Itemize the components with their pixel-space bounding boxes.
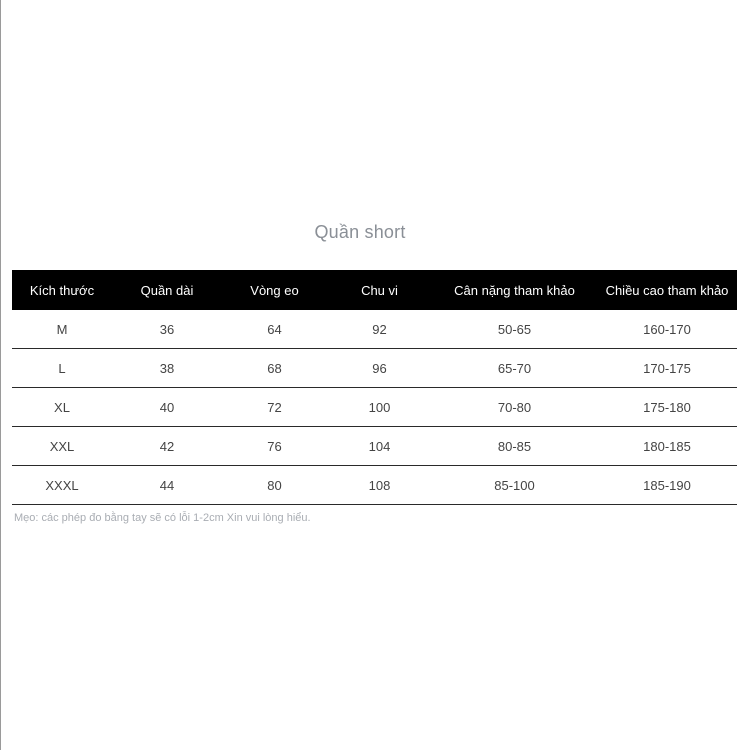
table-row bbox=[12, 427, 737, 466]
cell-size: XXXL bbox=[12, 466, 112, 505]
header-length: Quần dài bbox=[140, 282, 194, 298]
cell-length: 44 bbox=[112, 466, 222, 505]
cell-height: 175-180 bbox=[597, 388, 737, 427]
cell-size: M bbox=[12, 310, 112, 349]
cell-weight: 70-80 bbox=[432, 388, 597, 427]
cell-size: XL bbox=[12, 388, 112, 427]
header-weight: Cân nặng tham khảo bbox=[454, 282, 575, 298]
cell-circumference: 96 bbox=[327, 349, 432, 388]
cell-length: 38 bbox=[112, 349, 222, 388]
cell-circumference: 108 bbox=[327, 466, 432, 505]
header-height: Chiều cao tham khảo bbox=[605, 282, 729, 298]
header-size: Kích thước bbox=[29, 282, 95, 298]
size-chart-table bbox=[12, 270, 737, 505]
cell-length: 40 bbox=[112, 388, 222, 427]
table-row bbox=[12, 310, 737, 349]
cell-size: XXL bbox=[12, 427, 112, 466]
cell-waist: 76 bbox=[222, 427, 327, 466]
cell-circumference: 104 bbox=[327, 427, 432, 466]
table-row bbox=[12, 466, 737, 505]
cell-height: 170-175 bbox=[597, 349, 737, 388]
cell-weight: 85-100 bbox=[432, 466, 597, 505]
cell-height: 160-170 bbox=[597, 310, 737, 349]
header-circumference: Chu vi bbox=[361, 282, 398, 298]
cell-weight: 80-85 bbox=[432, 427, 597, 466]
cell-height: 180-185 bbox=[597, 427, 737, 466]
cell-waist: 64 bbox=[222, 310, 327, 349]
page-title: Quần short bbox=[314, 222, 406, 242]
cell-size: L bbox=[12, 349, 112, 388]
cell-height: 185-190 bbox=[597, 466, 737, 505]
cell-weight: 65-70 bbox=[432, 349, 597, 388]
cell-waist: 72 bbox=[222, 388, 327, 427]
table-row bbox=[12, 349, 737, 388]
cell-circumference: 92 bbox=[327, 310, 432, 349]
cell-length: 36 bbox=[112, 310, 222, 349]
measurement-note: Mẹo: các phép đo bằng tay sẽ có lỗi 1-2cm Xin vui lòng hiểu. bbox=[14, 512, 311, 524]
cell-waist: 80 bbox=[222, 466, 327, 505]
table-row bbox=[12, 388, 737, 427]
cell-weight: 50-65 bbox=[432, 310, 597, 349]
cell-length: 42 bbox=[112, 427, 222, 466]
left-border-line bbox=[0, 0, 1, 750]
cell-circumference: 100 bbox=[327, 388, 432, 427]
table-header-row bbox=[12, 270, 737, 310]
header-waist: Vòng eo bbox=[250, 282, 299, 298]
cell-waist: 68 bbox=[222, 349, 327, 388]
